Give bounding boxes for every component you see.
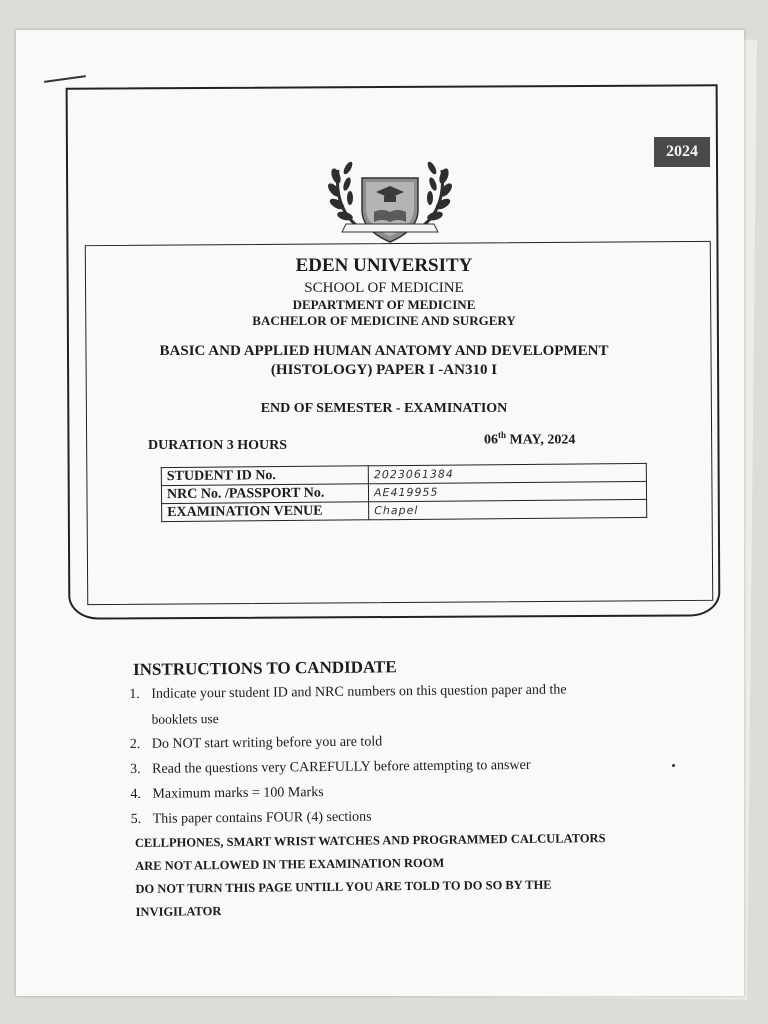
venue-label: EXAMINATION VENUE bbox=[162, 502, 369, 522]
exam-date bbox=[484, 430, 575, 449]
item-text: Maximum marks = 100 Marks bbox=[152, 785, 324, 802]
nrc-field[interactable]: AE419955 bbox=[368, 481, 646, 501]
university-crest-icon bbox=[320, 150, 460, 250]
venue-field[interactable]: Chapel bbox=[369, 499, 647, 519]
device-warning-line2: ARE NOT ALLOWED IN THE EXAMINATION ROOM bbox=[135, 855, 445, 873]
turn-page-warning-line1: DO NOT TURN THIS PAGE UNTILL YOU ARE TOLD TO DO SO BY THE bbox=[135, 877, 552, 896]
school-name: SCHOOL OF MEDICINE bbox=[304, 280, 464, 296]
exam-type: END OF SEMESTER - EXAMINATION bbox=[260, 401, 508, 416]
item-number: 4. bbox=[130, 786, 141, 803]
exam-duration: DURATION 3 HOURS bbox=[148, 438, 287, 453]
student-id-label: STUDENT ID No. bbox=[161, 466, 368, 486]
item-number: 3. bbox=[130, 761, 141, 778]
item-text: Do NOT start writing before you are told bbox=[151, 734, 383, 752]
item-text: This paper contains FOUR (4) sections bbox=[152, 809, 372, 827]
instructions-title: INSTRUCTIONS TO CANDIDATE bbox=[133, 657, 397, 679]
student-id-field[interactable]: 2023061384 bbox=[368, 463, 646, 483]
department-name: DEPARTMENT OF MEDICINE bbox=[292, 297, 476, 312]
item-number: 1. bbox=[129, 686, 140, 703]
date-suffix: th bbox=[498, 430, 507, 440]
instructions-section bbox=[129, 654, 676, 924]
programme-name: BACHELOR OF MEDICINE AND SURGERY bbox=[252, 313, 516, 328]
instructions-list bbox=[129, 676, 675, 832]
course-title-line2: (HISTOLOGY) PAPER I -AN310 I bbox=[270, 362, 498, 378]
date-day: 06 bbox=[484, 432, 498, 448]
item-text: Read the questions very CAREFULLY before attempting to answer bbox=[152, 757, 531, 777]
university-name: EDEN UNIVERSITY bbox=[295, 255, 473, 276]
candidate-details-table bbox=[161, 463, 647, 522]
device-warning-line1: CELLPHONES, SMART WRIST WATCHES AND PROGRAMMED CALCULATORS bbox=[134, 831, 606, 850]
course-title-line1: BASIC AND APPLIED HUMAN ANATOMY AND DEVELOPMENT bbox=[159, 343, 609, 359]
ink-dot bbox=[672, 764, 675, 767]
item-number: 5. bbox=[130, 811, 142, 828]
nrc-label: NRC No. /PASSPORT No. bbox=[161, 484, 368, 504]
date-month-year: MAY, 2024 bbox=[506, 432, 576, 448]
list-item-continuation: booklets use bbox=[151, 711, 219, 727]
item-text: Indicate your student ID and NRC numbers on this question paper and the bbox=[151, 682, 567, 702]
year-badge: 2024 bbox=[654, 137, 710, 167]
table-row bbox=[162, 499, 647, 521]
item-number: 2. bbox=[129, 736, 141, 753]
turn-page-warning-line2: INVIGILATOR bbox=[135, 904, 222, 919]
